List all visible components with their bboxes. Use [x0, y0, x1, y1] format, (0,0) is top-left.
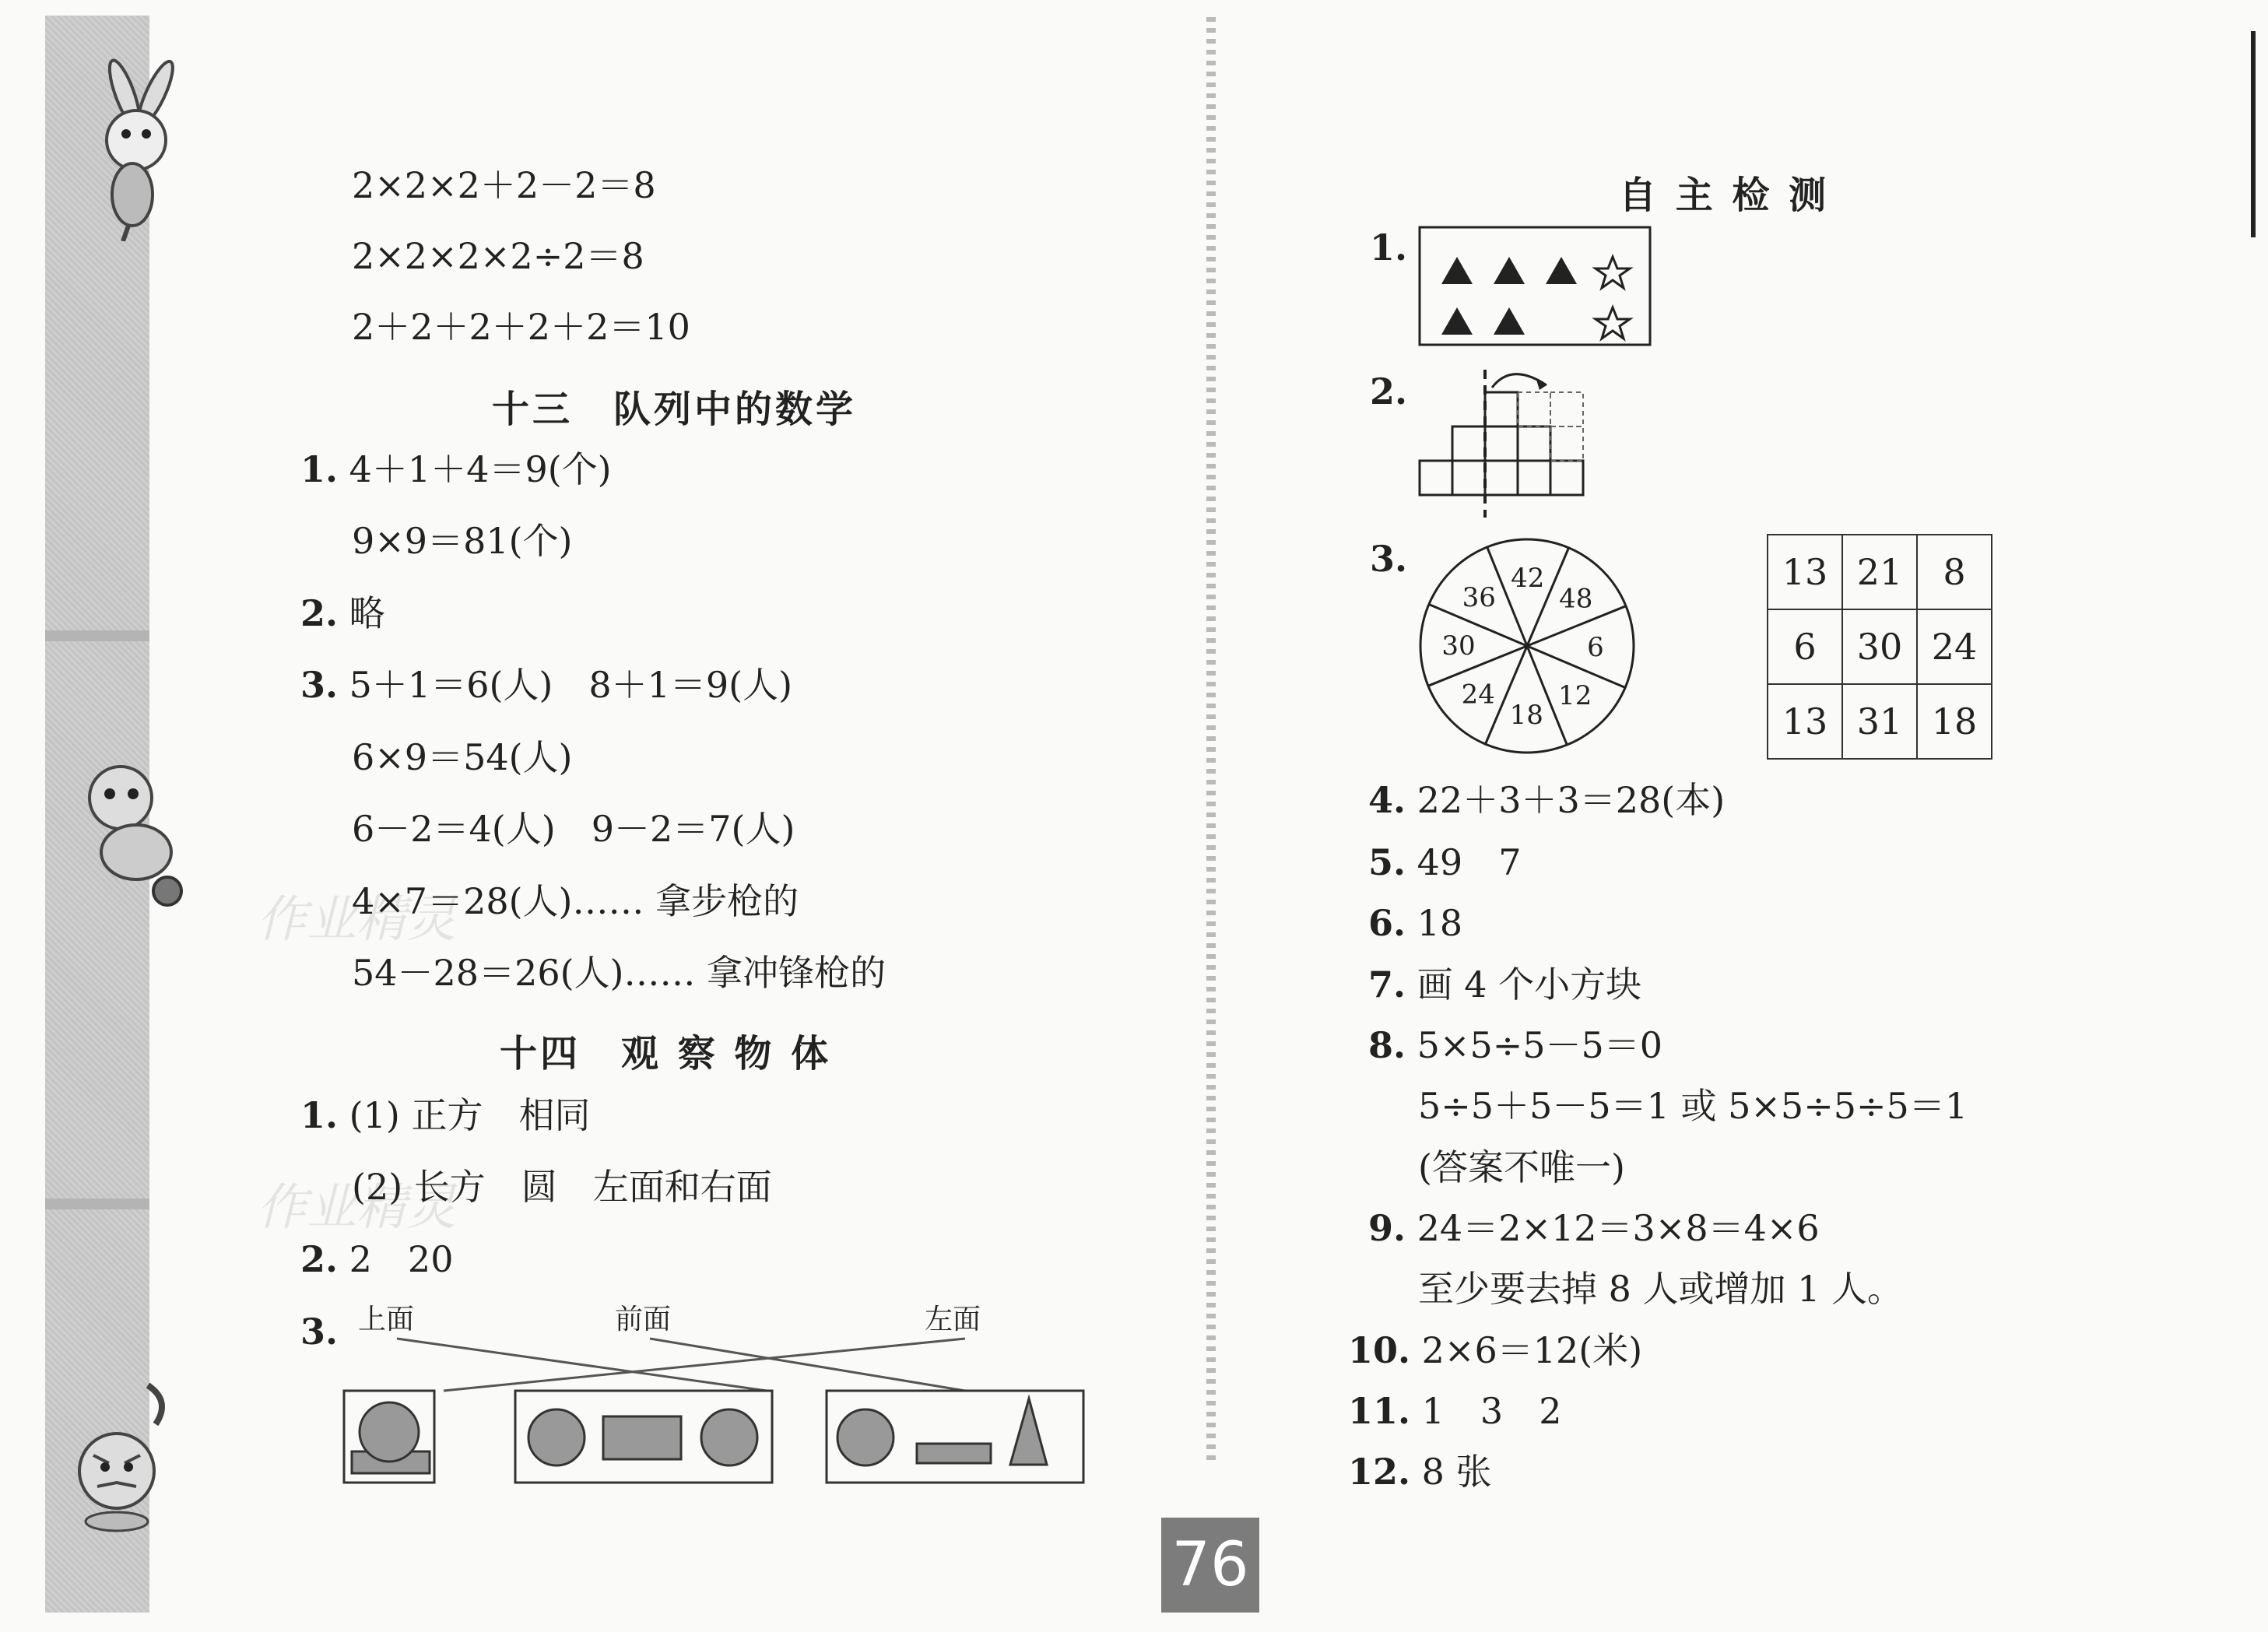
- question-label: 1.: [1370, 226, 1408, 268]
- rabbit-mascot-icon: [54, 47, 187, 241]
- triangle-icon: [1494, 307, 1525, 335]
- number-grid: [1767, 534, 1992, 760]
- wheel-number: 6: [1587, 631, 1604, 663]
- answer-line: 8. 5×5÷5－5＝0: [1368, 1024, 1663, 1066]
- answer-line: 12. 8 张: [1348, 1451, 1492, 1493]
- answer-line: 6－2＝4(人) 9－2＝7(人): [352, 808, 795, 850]
- star-icon: [1596, 257, 1630, 288]
- question-label: 2.: [1370, 370, 1408, 412]
- star-icon: [1596, 307, 1630, 339]
- section-heading-self-test: 自 主 检 测: [1619, 174, 1830, 217]
- equation-line: 2＋2＋2＋2＋2＝10: [352, 306, 690, 348]
- grid-cell: 30: [1842, 609, 1917, 684]
- triangle-icon: [1441, 307, 1473, 335]
- grid-cell: 13: [1768, 535, 1842, 609]
- grid-cell: 13: [1768, 684, 1842, 759]
- answer-line: 6×9＝54(人): [352, 736, 573, 778]
- answer-line: 9. 24＝2×12＝3×8＝4×6: [1368, 1207, 1820, 1249]
- grid-cell: 24: [1917, 609, 1992, 684]
- triangle-icon: [1546, 257, 1577, 284]
- answer-line: 3.: [300, 1311, 339, 1353]
- number-wheel: [1418, 537, 1636, 755]
- wheel-number: 30: [1441, 630, 1476, 662]
- answer-line: 5÷5＋5－5＝1 或 5×5÷5÷5＝1: [1418, 1085, 1968, 1127]
- answer-line: (2) 长方 圆 左面和右面: [352, 1166, 772, 1208]
- wheel-number: 48: [1559, 583, 1593, 615]
- equation-line: 2×2×2×2÷2＝8: [352, 235, 644, 277]
- label-left-view: 左面: [925, 1304, 981, 1335]
- section-heading-13: 十三 队列中的数学: [492, 388, 857, 431]
- wheel-number: 12: [1558, 679, 1592, 711]
- answer-line: 54－28＝26(人)…… 拿冲锋枪的: [352, 952, 886, 994]
- wheel-number: 42: [1511, 563, 1545, 595]
- tiger-mascot-icon: [62, 1370, 179, 1533]
- answer-line: 5. 49 7: [1368, 841, 1522, 883]
- question-label: 3.: [1370, 538, 1408, 580]
- page-fold-divider: [1206, 17, 1216, 1465]
- grid-cell: 8: [1917, 535, 1992, 609]
- grid-cell: 21: [1842, 535, 1917, 609]
- raccoon-mascot-icon: [58, 751, 191, 907]
- answer-line: 10. 2×6＝12(米): [1348, 1329, 1643, 1371]
- answer-line: (答案不唯一): [1418, 1146, 1625, 1188]
- triangle-icon: [1441, 257, 1473, 284]
- answer-line: 至少要去掉 8 人或增加 1 人。: [1418, 1268, 1904, 1310]
- answer-line: 11. 1 3 2: [1348, 1390, 1562, 1432]
- wheel-number: 18: [1509, 699, 1543, 731]
- block-symmetry-diagram: [1418, 366, 1605, 521]
- grid-cell: 31: [1842, 684, 1917, 759]
- grid-cell: 18: [1917, 684, 1992, 759]
- answer-line: 4×7＝28(人)…… 拿步枪的: [352, 880, 799, 922]
- grid-cell: 6: [1768, 609, 1842, 684]
- wheel-number: 24: [1461, 679, 1495, 711]
- answer-line: 2. 略: [300, 592, 385, 634]
- label-front-view: 前面: [615, 1304, 672, 1335]
- answer-line: 4. 22＋3＋3＝28(本): [1368, 779, 1726, 821]
- section-heading-14: 十四 观 察 物 体: [500, 1032, 832, 1076]
- triangle-icon: [1494, 257, 1525, 284]
- shape-arrangement-box: [1418, 226, 1652, 346]
- answer-line: 1. (1) 正方 相同: [300, 1094, 591, 1136]
- answer-line: 9×9＝81(个): [352, 520, 573, 562]
- answer-line: 7. 画 4 个小方块: [1368, 963, 1642, 1006]
- equation-line: 2×2×2＋2－2＝8: [352, 164, 656, 206]
- page-number: 76: [1161, 1518, 1259, 1613]
- watermark: 作业精灵: [257, 1179, 456, 1237]
- answer-line: 2. 2 20: [300, 1238, 454, 1280]
- view-matching-diagram: [342, 1296, 1090, 1498]
- label-top-view: 上面: [358, 1304, 415, 1335]
- answer-line: 3. 5＋1＝6(人) 8＋1＝9(人): [300, 664, 793, 706]
- answer-line: 6. 18: [1368, 902, 1463, 944]
- edge-mark: [2251, 31, 2256, 237]
- watermark: 作业精灵: [257, 891, 456, 949]
- wheel-number: 36: [1462, 582, 1496, 614]
- answer-line: 1. 4＋1＋4＝9(个): [300, 448, 612, 490]
